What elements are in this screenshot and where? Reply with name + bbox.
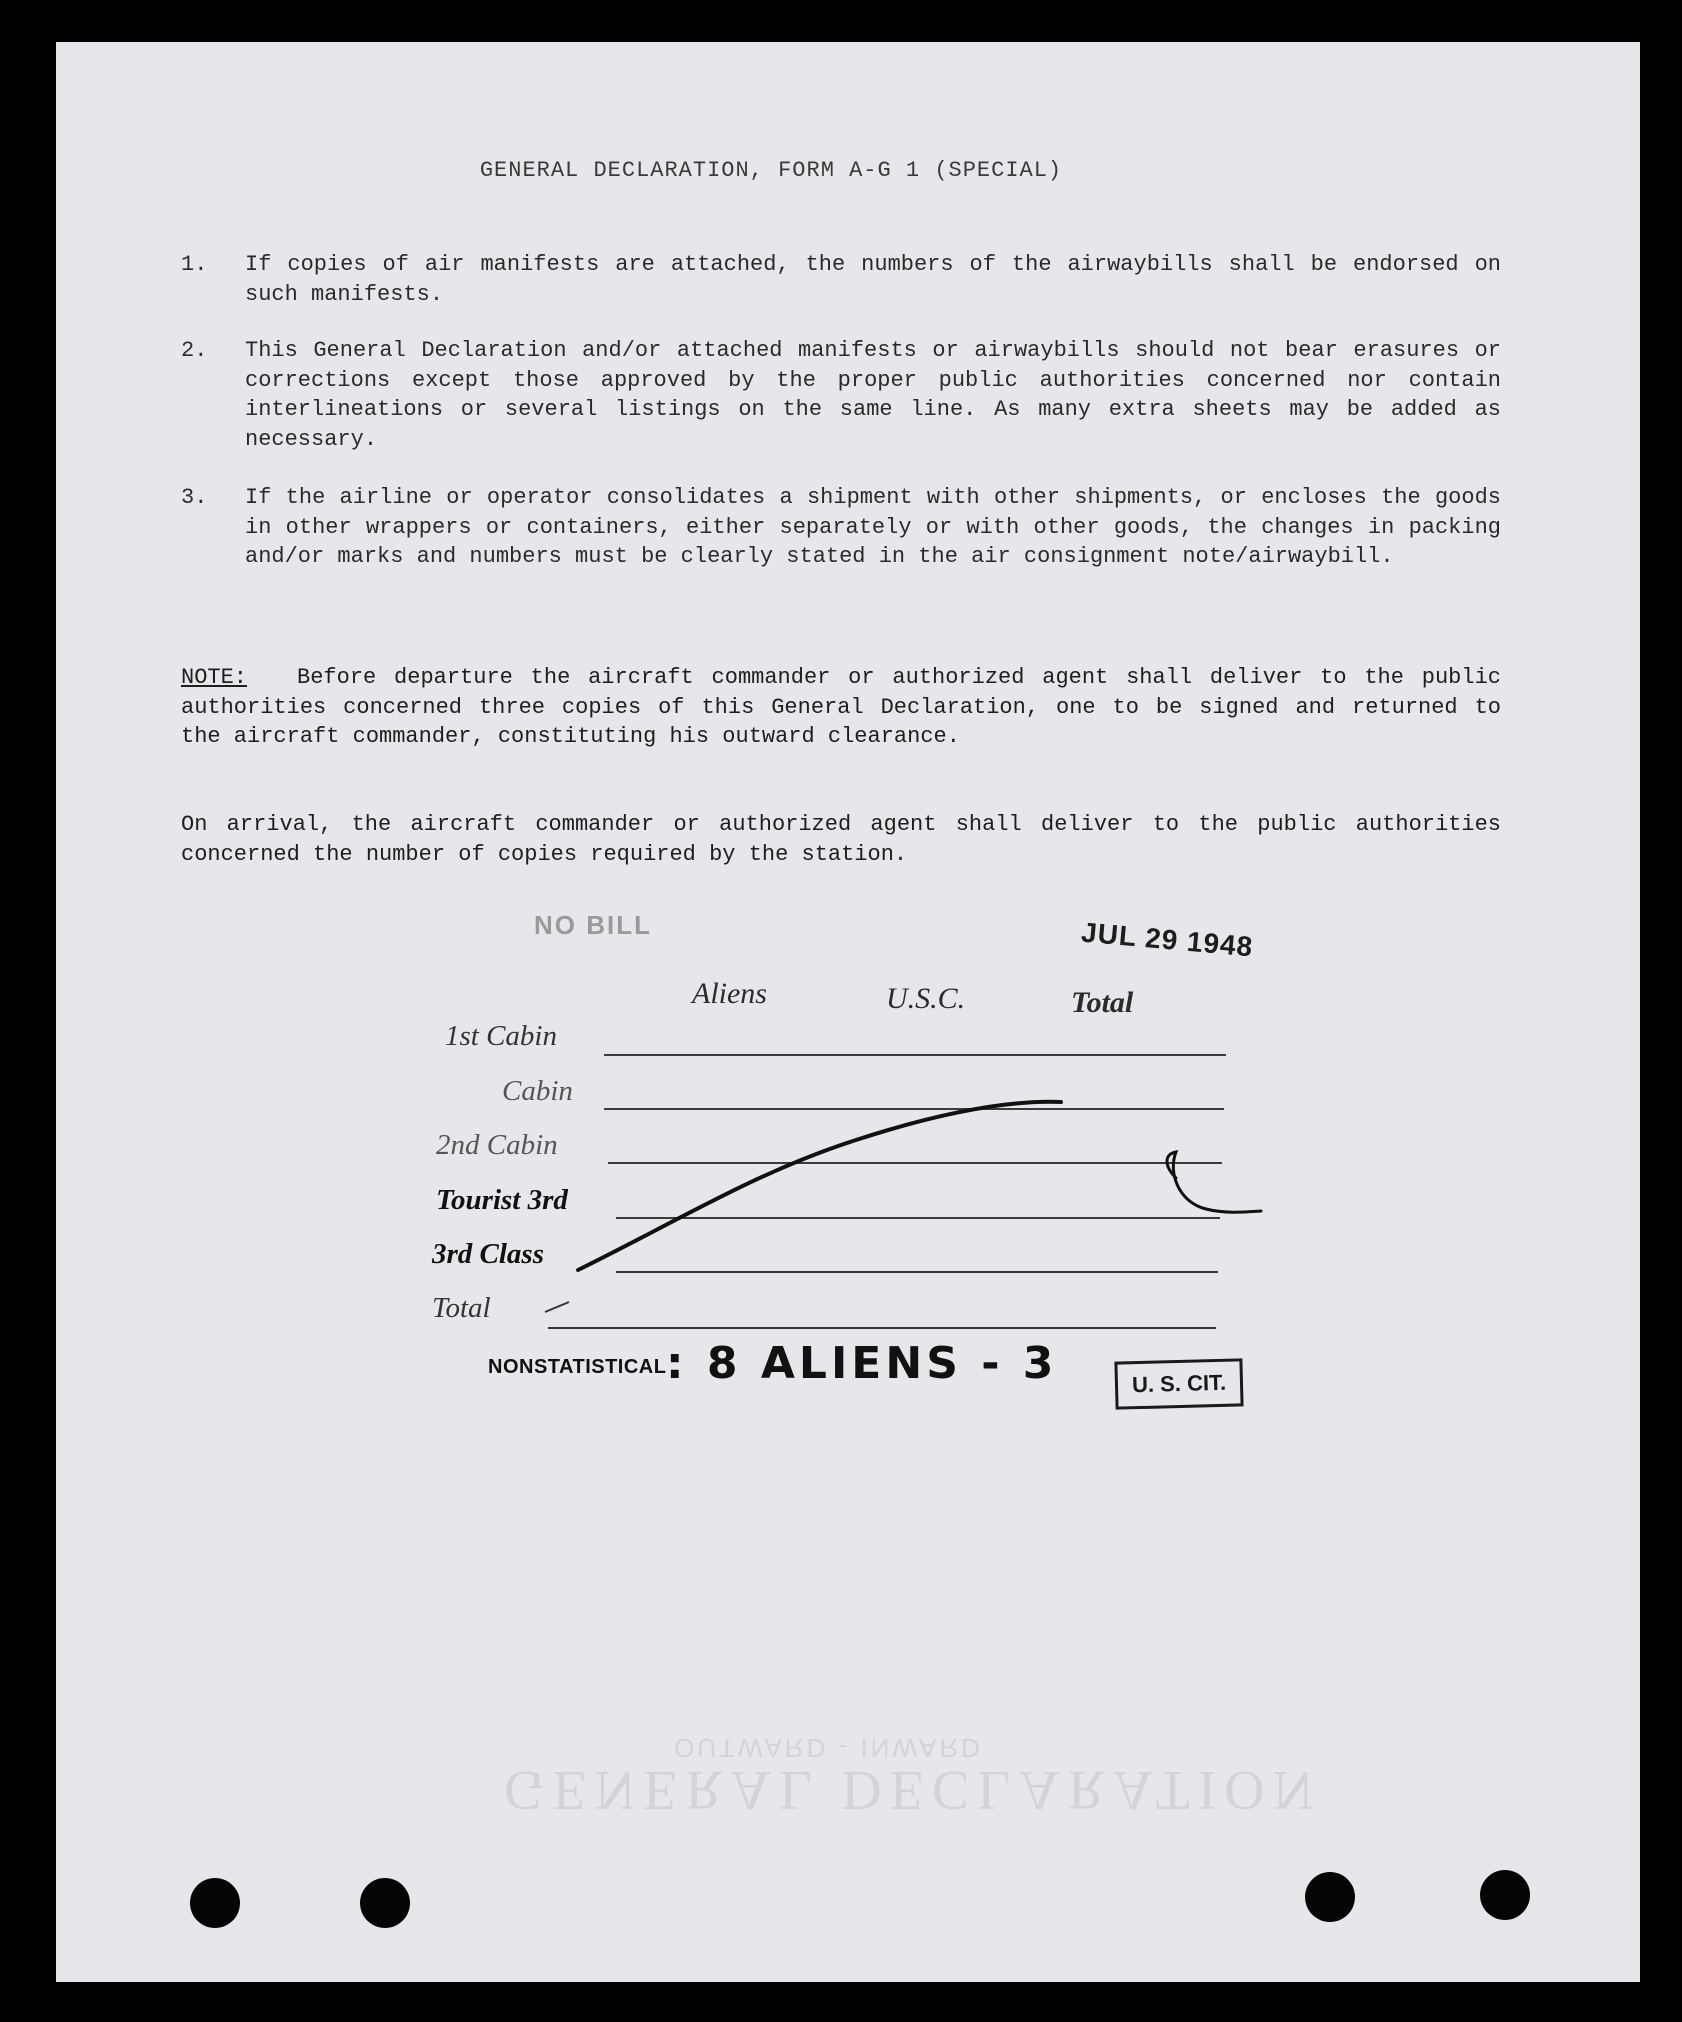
note-label: NOTE: bbox=[181, 665, 248, 690]
punch-hole bbox=[1480, 1870, 1530, 1920]
form-title: GENERAL DECLARATION, FORM A-G 1 (SPECIAL) bbox=[479, 158, 1063, 183]
date-stamp: JUL 29 1948 bbox=[1080, 916, 1255, 963]
nonstatistical-stamp: NONSTATISTICAL bbox=[488, 1356, 667, 1378]
handwritten-strike-mark bbox=[56, 42, 1640, 1982]
punch-hole bbox=[360, 1878, 410, 1928]
item-number: 3. bbox=[181, 485, 208, 510]
row-label-2nd-cabin: 2nd Cabin bbox=[436, 1129, 558, 1161]
column-header-total: Total bbox=[1071, 986, 1134, 1019]
note-text: Before departure the aircraft commander or authorized agent shall deliver to the public authorities concerned three copies of this General Declaration, one to be signed and returned to the aircraft commander, constituting his outward clearance. bbox=[181, 665, 1501, 749]
item-text: This General Declaration and/or attached manifests or airwaybills should not bear erasures or corrections except those approved by the proper public authorities concerned nor contain interlineations or several listings on the same line. As many extra sheets may be added as necessary. bbox=[245, 338, 1501, 452]
row-label-3rd-class: 3rd Class bbox=[432, 1238, 545, 1270]
item-text: If the airline or operator consolidates a shipment with other shipments, or encloses the goods in other wrappers or containers, either separately or with other goods, the changes in packing and/or marks and numbers must be clearly stated in the air consignment note/airwaybill. bbox=[245, 485, 1501, 569]
row-label-tourist-3rd: Tourist 3rd bbox=[436, 1184, 568, 1216]
item-text: If copies of air manifests are attached, the numbers of the airwaybills shall be endorsed on such manifests. bbox=[245, 252, 1501, 307]
no-bill-stamp: NO BILL bbox=[534, 910, 652, 940]
row-label-total: Total bbox=[432, 1292, 491, 1324]
arrival-paragraph: On arrival, the aircraft commander or authorized agent shall deliver to the public authorities concerned the number of copies required by the station. bbox=[181, 812, 1501, 867]
bleedthrough-text: GENERAL DECLARATION bbox=[504, 1759, 1322, 1821]
punch-hole bbox=[1305, 1872, 1355, 1922]
item-number: 1. bbox=[181, 252, 208, 277]
column-header-usc: U.S.C. bbox=[886, 982, 966, 1015]
document-page bbox=[56, 42, 1640, 1982]
bleedthrough-text: OUTWARD - INWARD bbox=[674, 1733, 983, 1763]
us-citizen-stamp: U. S. CIT. bbox=[1114, 1358, 1243, 1409]
punch-hole bbox=[190, 1878, 240, 1928]
item-number: 2. bbox=[181, 338, 208, 363]
handwritten-note: : 8 ALIENS - 3 bbox=[666, 1338, 1058, 1389]
row-label-1st-cabin: 1st Cabin bbox=[445, 1020, 557, 1052]
row-label-cabin: Cabin bbox=[502, 1075, 573, 1107]
column-header-aliens: Aliens bbox=[692, 977, 767, 1010]
